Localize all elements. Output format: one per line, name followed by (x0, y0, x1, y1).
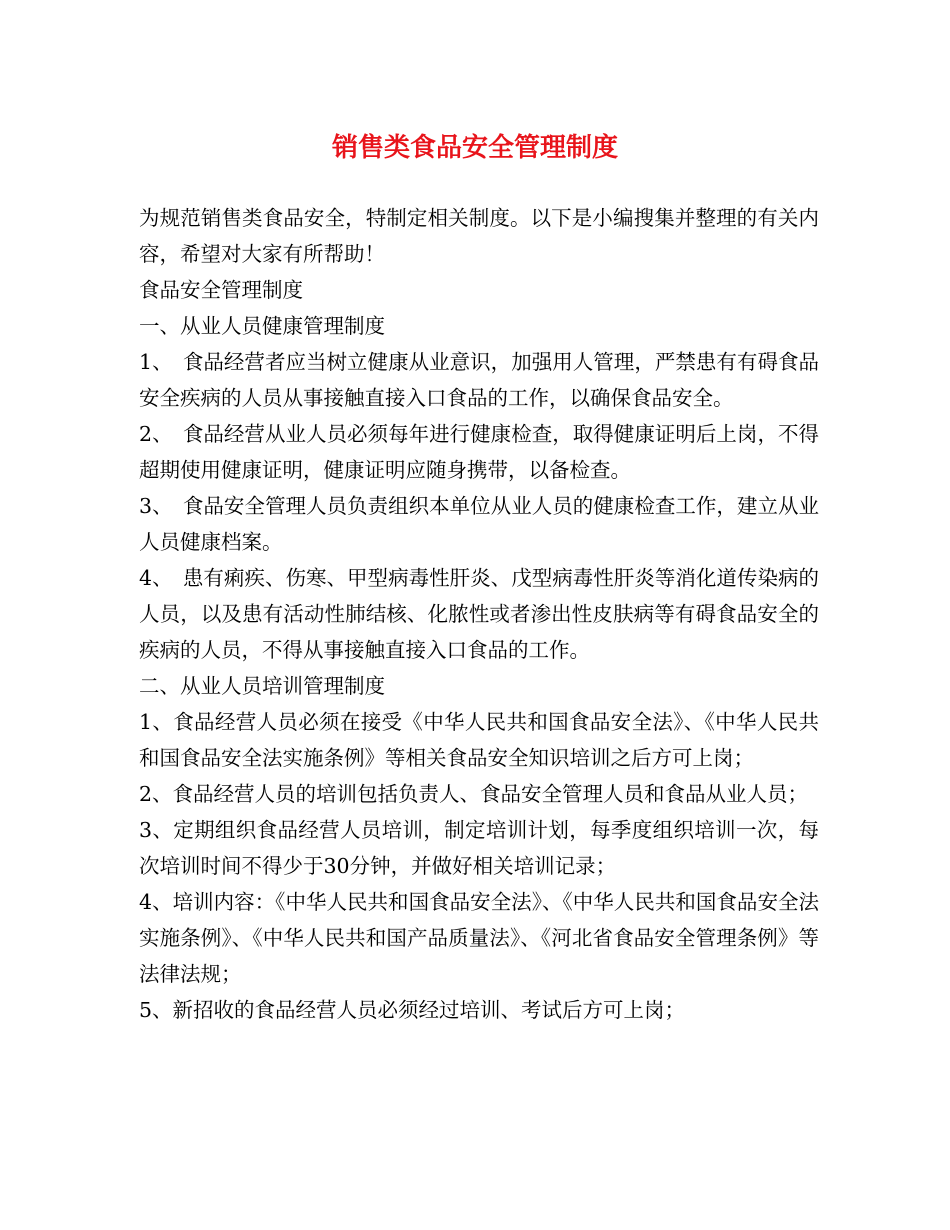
health-item-3: 3、 食品安全管理人员负责组织本单位从业人员的健康检查工作，建立从业人员健康档案。 (139, 494, 819, 554)
training-item-4: 4、培训内容：《中华人民共和国食品安全法》、《中华人民共和国食品安全法实施条例》、《中华人民共和国产品质量法》、《河北省食品安全管理条例》等法律法规； (139, 890, 819, 986)
training-item-1: 1、食品经营人员必须在接受《中华人民共和国食品安全法》、《中华人民共和国食品安全法实施条例》等相关食品安全知识培训之后方可上岗； (139, 710, 819, 770)
training-item-2: 2、食品经营人员的培训包括负责人、食品安全管理人员和食品从业人员； (139, 782, 809, 806)
health-item-1: 1、 食品经营者应当树立健康从业意识，加强用人管理，严禁患有有碍食品安全疾病的人员从事接触直接入口食品的工作，以确保食品安全。 (139, 350, 819, 410)
intro-paragraph: 为规范销售类食品安全，特制定相关制度。以下是小编搜集并整理的有关内容，希望对大家有所帮助！ (139, 206, 819, 266)
subsection-heading-training: 二、从业人员培训管理制度 (139, 674, 385, 698)
training-item-3: 3、定期组织食品经营人员培训，制定培训计划，每季度组织培训一次，每次培训时间不得少于30分钟，并做好相关培训记录； (139, 818, 819, 878)
training-item-5: 5、新招收的食品经营人员必须经过培训、考试后方可上岗； (139, 998, 686, 1022)
document-body (139, 200, 819, 1028)
health-item-2: 2、 食品经营从业人员必须每年进行健康检查，取得健康证明后上岗，不得超期使用健康证明，健康证明应随身携带，以备检查。 (139, 422, 819, 482)
subsection-heading-health: 一、从业人员健康管理制度 (139, 314, 385, 338)
health-item-4: 4、 患有痢疾、伤寒、甲型病毒性肝炎、戊型病毒性肝炎等消化道传染病的人员，以及患有活动性肺结核、化脓性或者渗出性皮肤病等有碍食品安全的疾病的人员，不得从事接触直接入口食品的工作。 (139, 566, 819, 662)
document-title: 销售类食品安全管理制度 (331, 133, 618, 163)
section-heading: 食品安全管理制度 (139, 278, 303, 302)
